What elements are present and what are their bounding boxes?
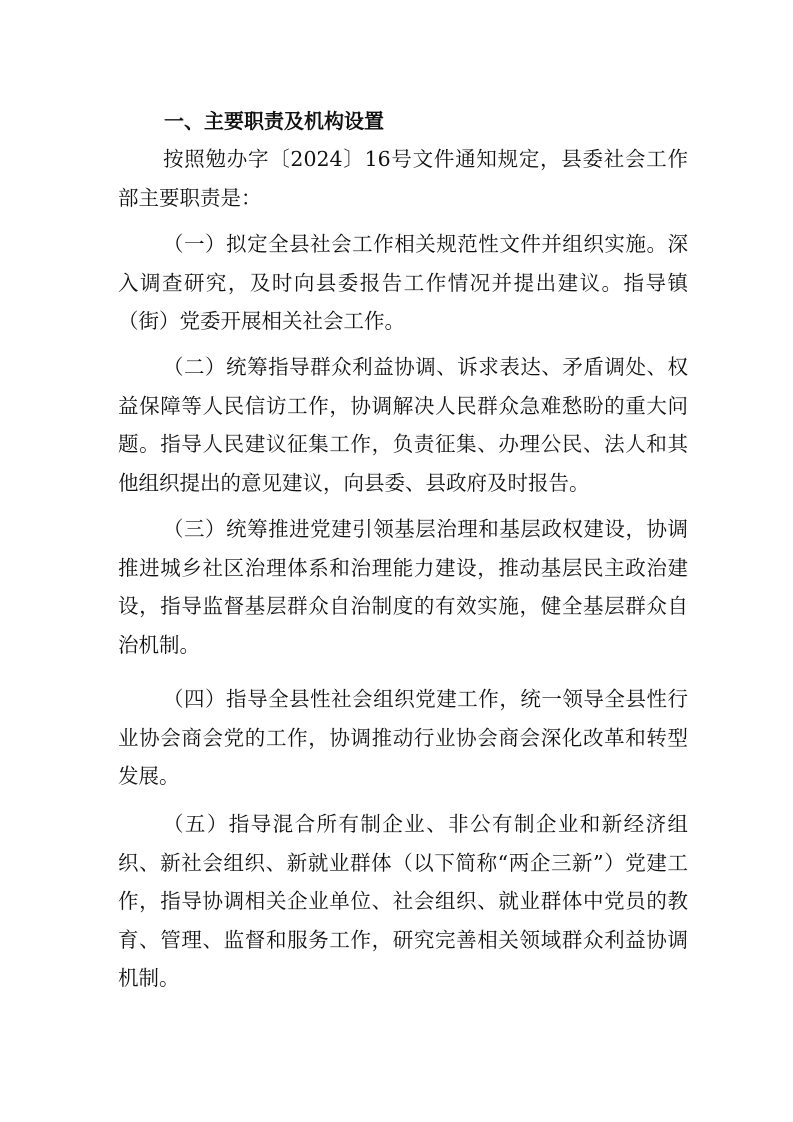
paragraph-duty-1: （一）拟定全县社会工作相关规范性文件并组织实施。深入调查研究，及时向县委报告工作情况并提出建议。指导镇（街）党委开展相关社会工作。 [118,232,688,333]
paragraph-intro: 按照勉办字〔2024〕16号文件通知规定，县委社会工作部主要职责是： [118,147,688,210]
paragraph-duty-4: （四）指导全县性社会组织党建工作，统一领导全县性行业协会商会党的工作，协调推动行业协会商会深化改革和转型发展。 [118,687,688,788]
section-heading: 一、主要职责及机构设置 [164,109,384,133]
paragraph-duty-5: （五）指导混合所有制企业、非公有制企业和新经济组织、新社会组织、新就业群体（以下简称“两企三新”）党建工作，指导协调相关企业单位、社会组织、就业群体中党员的教育、管理、监督和服务工作，研究完善相关领域群众利益协调机制。 [118,812,688,990]
paragraph-duty-3: （三）统筹推进党建引领基层治理和基层政权建设，协调推进城乡社区治理体系和治理能力建设，推动基层民主政治建设，指导监督基层群众自治制度的有效实施，健全基层群众自治机制。 [118,517,688,657]
paragraph-duty-2: （二）统筹指导群众利益协调、诉求表达、矛盾调处、权益保障等人民信访工作，协调解决人民群众急难愁盼的重大问题。指导人民建议征集工作，负责征集、办理公民、法人和其他组织提出的意见建议，向县委、县政府及时报告。 [118,355,688,495]
